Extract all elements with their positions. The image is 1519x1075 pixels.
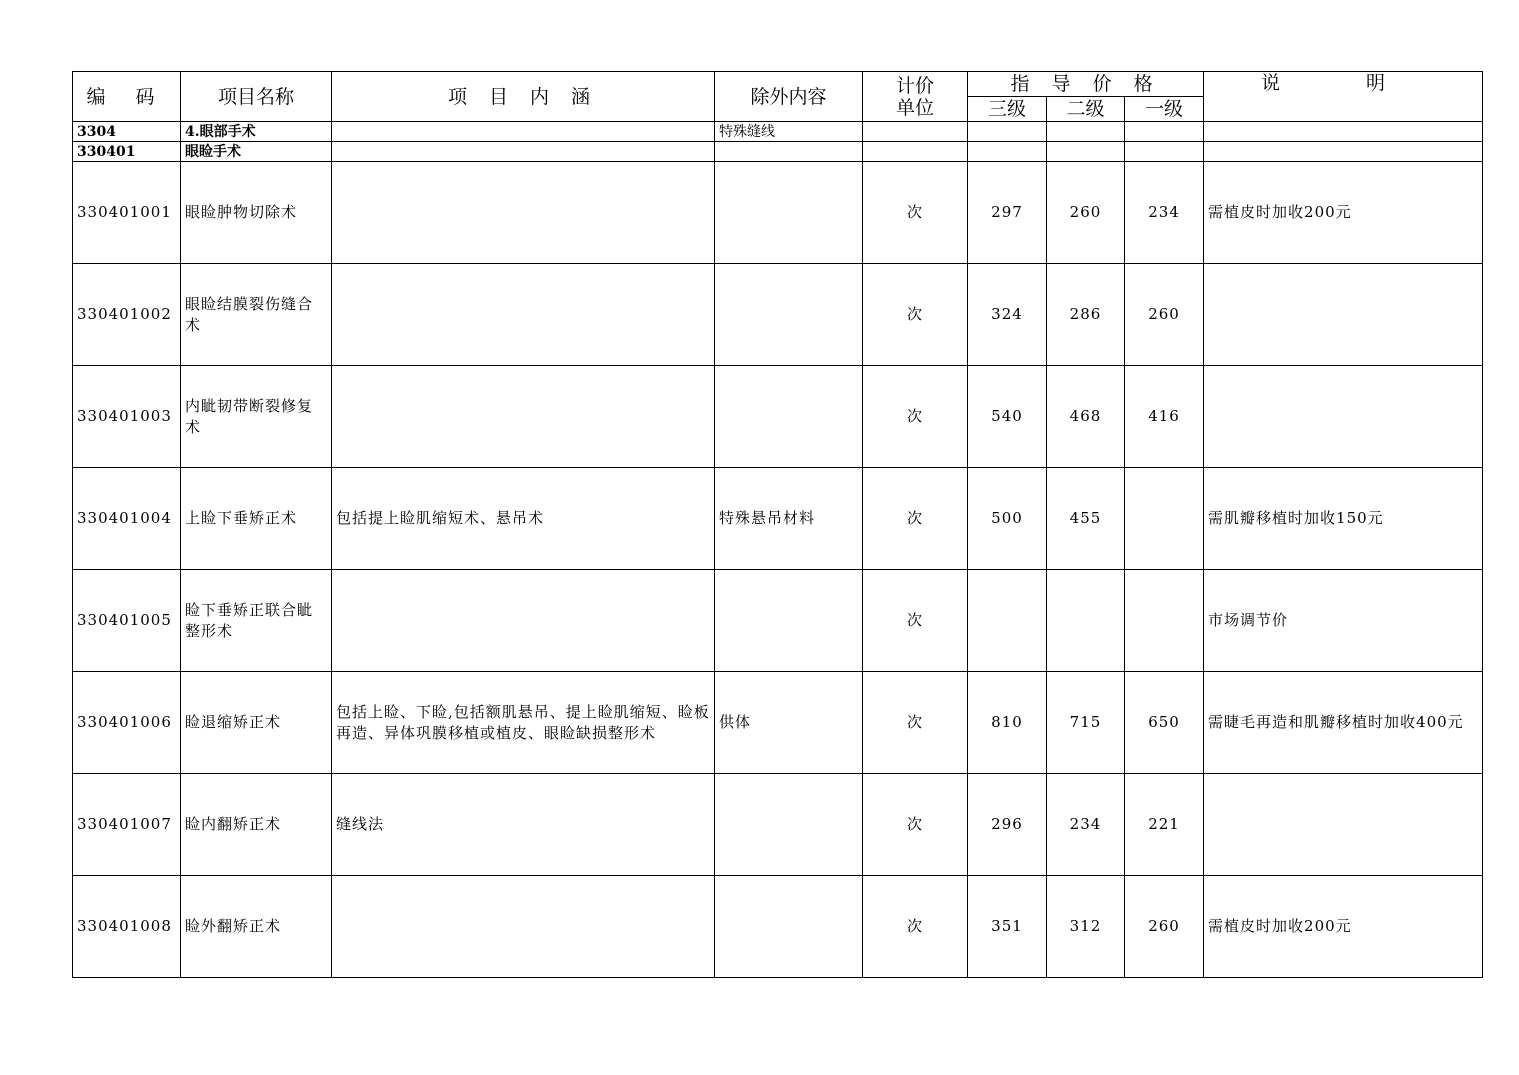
section-row [73, 142, 1483, 162]
item-level2: 234 [1047, 774, 1125, 876]
section-level1 [1125, 122, 1204, 142]
section-code: 3304 [73, 122, 181, 142]
section-level3 [968, 122, 1047, 142]
item-content [332, 570, 715, 672]
price-table [72, 71, 1483, 978]
table-row [73, 570, 1483, 672]
item-unit: 次 [863, 162, 968, 264]
item-note: 需植皮时加收200元 [1204, 162, 1483, 264]
item-level2: 312 [1047, 876, 1125, 978]
table-row [73, 468, 1483, 570]
item-excluded [715, 570, 863, 672]
section-content [332, 142, 715, 162]
section-note [1204, 142, 1483, 162]
item-unit: 次 [863, 570, 968, 672]
item-level1: 221 [1125, 774, 1204, 876]
item-level1: 650 [1125, 672, 1204, 774]
header-row [73, 72, 1483, 97]
item-name: 睑外翻矫正术 [181, 876, 332, 978]
item-excluded [715, 264, 863, 366]
header-note-label: 说 明 [1261, 72, 1426, 94]
item-code: 330401006 [73, 672, 181, 774]
item-code: 330401005 [73, 570, 181, 672]
item-name: 睑内翻矫正术 [181, 774, 332, 876]
item-unit: 次 [863, 468, 968, 570]
item-content: 包括提上睑肌缩短术、悬吊术 [332, 468, 715, 570]
header-name: 项目名称 [181, 72, 332, 122]
header-level2: 二级 [1047, 97, 1125, 122]
section-name: 4.眼部手术 [181, 122, 332, 142]
item-name: 上睑下垂矫正术 [181, 468, 332, 570]
section-note [1204, 122, 1483, 142]
item-level3: 296 [968, 774, 1047, 876]
table-row [73, 774, 1483, 876]
item-unit: 次 [863, 672, 968, 774]
item-level3: 500 [968, 468, 1047, 570]
item-code: 330401007 [73, 774, 181, 876]
header-code: 编 码 [73, 72, 181, 122]
item-content [332, 264, 715, 366]
section-unit [863, 142, 968, 162]
item-content: 缝线法 [332, 774, 715, 876]
item-note: 需植皮时加收200元 [1204, 876, 1483, 978]
item-unit: 次 [863, 774, 968, 876]
item-excluded [715, 366, 863, 468]
item-level3: 540 [968, 366, 1047, 468]
item-level2: 286 [1047, 264, 1125, 366]
item-unit: 次 [863, 876, 968, 978]
item-name: 眼睑肿物切除术 [181, 162, 332, 264]
table-row [73, 162, 1483, 264]
item-level3: 324 [968, 264, 1047, 366]
table-row [73, 876, 1483, 978]
section-name: 眼睑手术 [181, 142, 332, 162]
header-note [1204, 72, 1483, 122]
item-excluded: 特殊悬吊材料 [715, 468, 863, 570]
header-excluded: 除外内容 [715, 72, 863, 122]
item-note [1204, 774, 1483, 876]
item-code: 330401008 [73, 876, 181, 978]
item-level1: 234 [1125, 162, 1204, 264]
header-unit-line2: 单位 [895, 96, 934, 119]
item-note: 市场调节价 [1204, 570, 1483, 672]
item-level2: 260 [1047, 162, 1125, 264]
section-excluded [715, 142, 863, 162]
item-code: 330401004 [73, 468, 181, 570]
item-excluded: 供体 [715, 672, 863, 774]
item-level1 [1125, 468, 1204, 570]
item-name: 眼睑结膜裂伤缝合术 [181, 264, 332, 366]
item-excluded [715, 876, 863, 978]
item-content [332, 366, 715, 468]
item-unit: 次 [863, 264, 968, 366]
item-code: 330401001 [73, 162, 181, 264]
item-code: 330401002 [73, 264, 181, 366]
item-level1 [1125, 570, 1204, 672]
item-level2 [1047, 570, 1125, 672]
header-level1: 一级 [1125, 97, 1204, 122]
table-row [73, 672, 1483, 774]
item-level2: 715 [1047, 672, 1125, 774]
section-content [332, 122, 715, 142]
item-note [1204, 366, 1483, 468]
item-level3: 351 [968, 876, 1047, 978]
item-name: 内眦韧带断裂修复术 [181, 366, 332, 468]
item-level2: 468 [1047, 366, 1125, 468]
item-unit: 次 [863, 366, 968, 468]
item-note [1204, 264, 1483, 366]
item-note: 需肌瓣移植时加收150元 [1204, 468, 1483, 570]
table-row [73, 264, 1483, 366]
header-level3: 三级 [968, 97, 1047, 122]
item-level1: 416 [1125, 366, 1204, 468]
section-level3 [968, 142, 1047, 162]
header-unit [863, 72, 968, 122]
item-content: 包括上睑、下睑,包括额肌悬吊、提上睑肌缩短、睑板再造、异体巩膜移植或植皮、眼睑缺损整形术 [332, 672, 715, 774]
item-excluded [715, 774, 863, 876]
header-unit-line1: 计价 [895, 74, 934, 97]
item-excluded [715, 162, 863, 264]
section-row [73, 122, 1483, 142]
section-code: 330401 [73, 142, 181, 162]
item-level2: 455 [1047, 468, 1125, 570]
item-level3: 810 [968, 672, 1047, 774]
item-name: 睑下垂矫正联合眦整形术 [181, 570, 332, 672]
item-name: 睑退缩矫正术 [181, 672, 332, 774]
section-excluded: 特殊缝线 [715, 122, 863, 142]
header-content: 项 目 内 涵 [332, 72, 715, 122]
item-level3 [968, 570, 1047, 672]
table-row [73, 366, 1483, 468]
item-level3: 297 [968, 162, 1047, 264]
item-level1: 260 [1125, 264, 1204, 366]
item-code: 330401003 [73, 366, 181, 468]
header-price-group: 指 导 价 格 [968, 72, 1204, 97]
item-content [332, 876, 715, 978]
section-unit [863, 122, 968, 142]
item-content [332, 162, 715, 264]
item-note: 需睫毛再造和肌瓣移植时加收400元 [1204, 672, 1483, 774]
section-level2 [1047, 142, 1125, 162]
item-level1: 260 [1125, 876, 1204, 978]
section-level1 [1125, 142, 1204, 162]
section-level2 [1047, 122, 1125, 142]
